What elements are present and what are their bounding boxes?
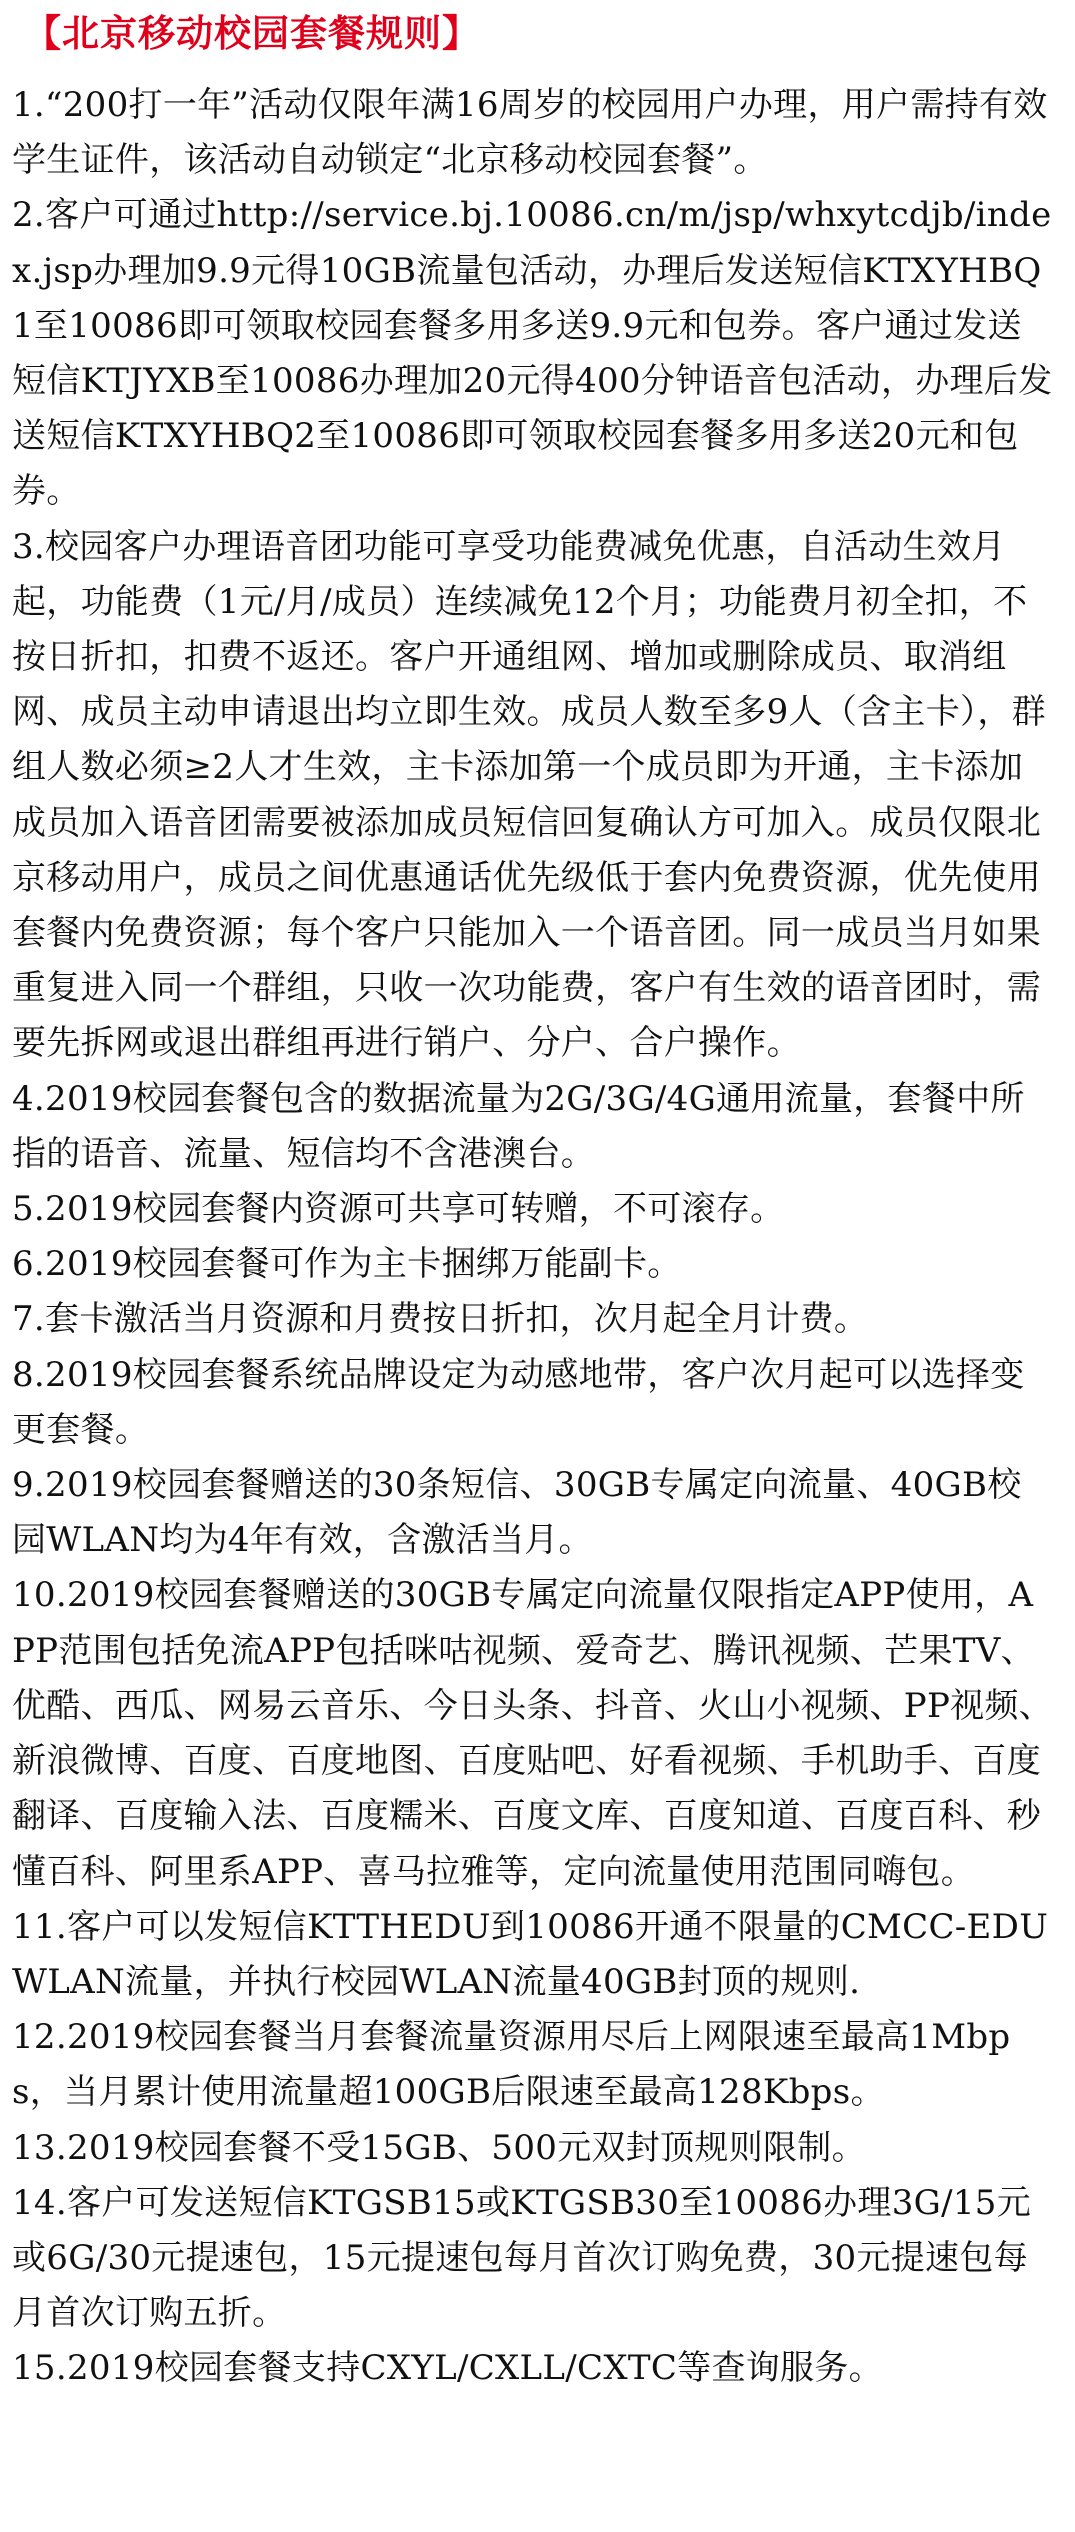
rule-item-2: 2.客户可通过http://service.bj.10086.cn/m/jsp/whxytcdjb/index.jsp办理加9.9元得10GB流量包活动，办理后发送短信KTXYHBQ1至10086即可领取校园套餐多用多送9.9元和包券。客户通过发送短信KTJYXB至10086办理加20元得400分钟语音包活动，办理后发送短信KTXYHBQ2至10086即可领取校园套餐多用多送20元和包券。 xyxy=(12,195,1053,512)
rule-item-3: 3.校园客户办理语音团功能可享受功能费减免优惠，自活动生效月起，功能费（1元/月/成员）连续减免12个月；功能费月初全扣，不按日折扣，扣费不返还。客户开通组网、增加或删除成员、取消组网、成员主动申请退出均立即生效。成员人数至多9人（含主卡），群组人数必须≥2人才生效，主卡添加第一个成员即为开通，主卡添加成员加入语音团需要被添加成员短信回复确认方可加入。成员仅限北京移动用户，成员之间优惠通话优先级低于套内免费资源，优先使用套餐内免费资源；每个客户只能加入一个语音团。同一成员当月如果重复进入同一个群组，只收一次功能费，客户有生效的语音团时，需要先拆网或退出群组再进行销户、分户、合户操作。 xyxy=(12,526,1046,1064)
rule-item-6: 6.2019校园套餐可作为主卡捆绑万能副卡。 xyxy=(12,1244,682,1285)
rule-item-14: 14.客户可发送短信KTGSB15或KTGSB30至10086办理3G/15元或6G/30元提速包，15元提速包每月首次订购免费，30元提速包每月首次订购五折。 xyxy=(12,2182,1031,2334)
rule-item-10: 10.2019校园套餐赠送的30GB专属定向流量仅限指定APP使用，APP范围包括免流APP包括咪咕视频、爱奇艺、腾讯视频、芒果TV、优酷、西瓜、网易云音乐、今日头条、抖音、火山小视频、PP视频、新浪微博、百度、百度地图、百度贴吧、好看视频、手机助手、百度翻译、百度输入法、百度糯米、百度文库、百度知道、百度百科、秒懂百科、阿里系APP、喜马拉雅等，定向流量使用范围同嗨包。 xyxy=(12,1575,1054,1892)
rule-item-4: 4.2019校园套餐包含的数据流量为2G/3G/4G通用流量，套餐中所指的语音、流量、短信均不含港澳台。 xyxy=(12,1078,1025,1174)
rule-item-8: 8.2019校园套餐系统品牌设定为动感地带，客户次月起可以选择变更套餐。 xyxy=(12,1354,1025,1450)
rule-item-9: 9.2019校园套餐赠送的30条短信、30GB专属定向流量、40GB校园WLAN均为4年有效，含激活当月。 xyxy=(12,1465,1022,1561)
document-title: 【北京移动校园套餐规则】 xyxy=(24,12,480,55)
rule-item-13: 13.2019校园套餐不受15GB、500元双封顶规则限制。 xyxy=(12,2127,866,2168)
rule-item-5: 5.2019校园套餐内资源可共享可转赠，不可滚存。 xyxy=(12,1189,785,1230)
rule-item-15: 15.2019校园套餐支持CXYL/CXLL/CXTC等查询服务。 xyxy=(12,2348,883,2389)
rule-item-12: 12.2019校园套餐当月套餐流量资源用尽后上网限速至最高1Mbps，当月累计使用流量超100GB后限速至最高128Kbps。 xyxy=(12,2017,1011,2113)
rule-item-11: 11.客户可以发短信KTTHEDU到10086开通不限量的CMCC-EDU WLAN流量，并执行校园WLAN流量40GB封顶的规则. xyxy=(12,1906,1049,2002)
rule-item-7: 7.套卡激活当月资源和月费按日折扣，次月起全月计费。 xyxy=(12,1299,869,1340)
rule-item-1: 1.“200打一年”活动仅限年满16周岁的校园用户办理，用户需持有效学生证件，该活动自动锁定“北京移动校园套餐”。 xyxy=(12,85,1048,181)
rules-list xyxy=(12,78,1055,2397)
